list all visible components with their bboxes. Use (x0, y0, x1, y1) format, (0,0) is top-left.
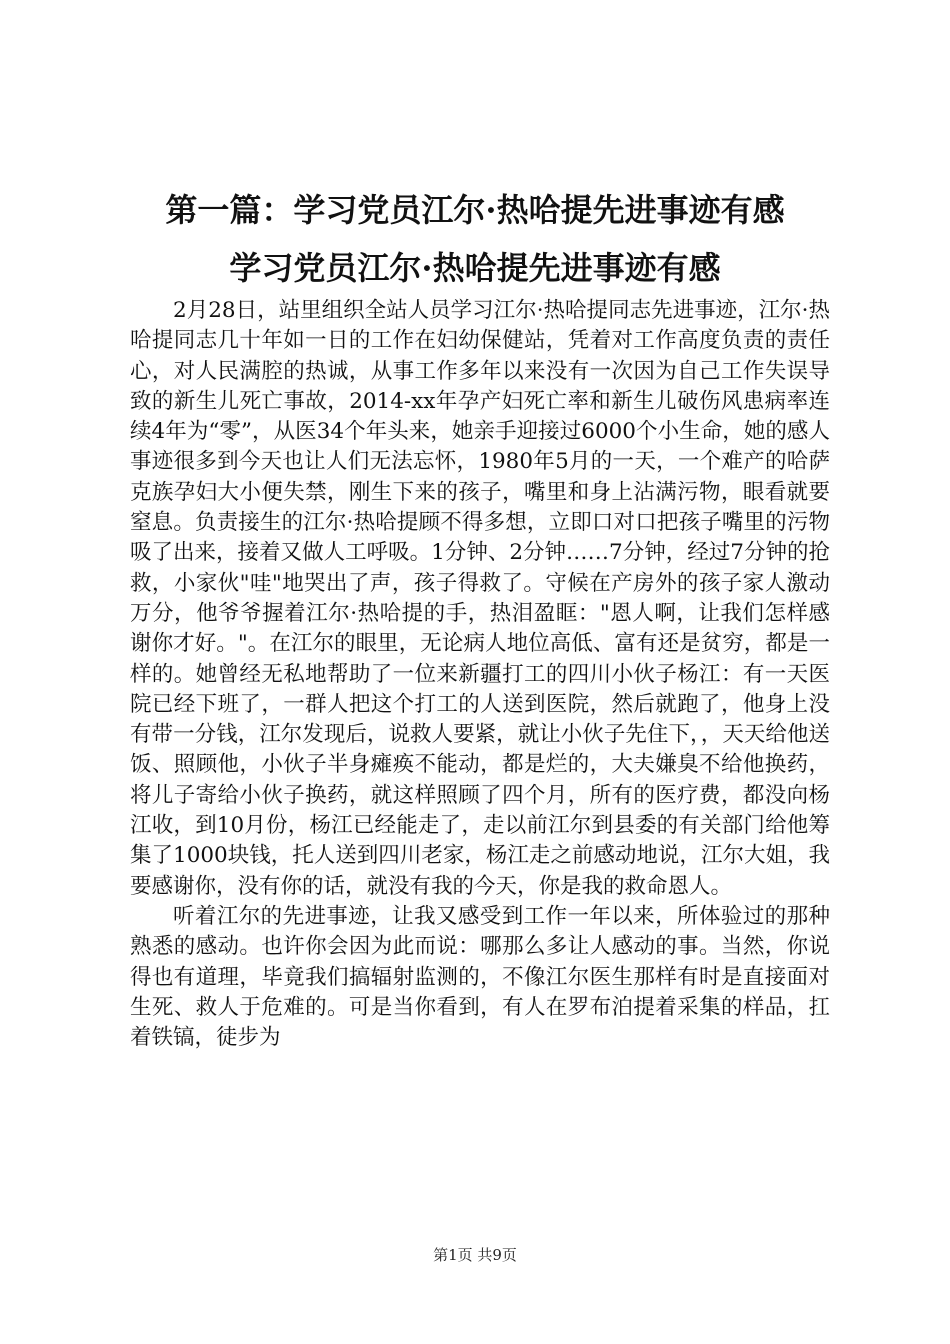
document-title: 第一篇：学习党员江尔·热哈提先进事迹有感 (165, 191, 785, 229)
paragraph: 2月28日，站里组织全站人员学习江尔·热哈提同志先进事迹，江尔·热哈提同志几十年如一日的工作在妇幼保健站，凭着对工作高度负责的责任心，对人民满腔的热诚，从事工作多年以来没有一次因为自己工作失误导致的新生儿死亡事故，2014-xx年孕产妇死亡率和新生儿破伤风患病率连续4年为“零”，从医34个年头来，她亲手迎接过6000个小生命，她的感人事迹很多到今天也让人们无法忘怀，1980年5月的一天，一个难产的哈萨克族孕妇大小便失禁，刚生下来的孩子，嘴里和身上沾满污物，眼看就要窒息。负责接生的江尔·热哈提顾不得多想，立即口对口把孩子嘴里的污物吸了出来，接着又做人工呼吸。1分钟、2分钟……7分钟，经过7分钟的抢救，小家伙"哇"地哭出了声，孩子得救了。守候在产房外的孩子家人激动万分，他爷爷握着江尔·热哈提的手，热泪盈眶："恩人啊，让我们怎样感谢你才好。"。在江尔的眼里，无论病人地位高低、富有还是贫穷，都是一样的。她曾经无私地帮助了一位来新疆打工的四川小伙子杨江：有一天医院已经下班了，一群人把这个打工的人送到医院，然后就跑了，他身上没有带一分钱，江尔发现后，说救人要紧，就让小伙子先住下，，天天给他送饭、照顾他，小伙子半身瘫痪不能动，都是烂的，大夫嫌臭不给他换药，将儿子寄给小伙子换药，就这样照顾了四个月，所有的医疗费，都没向杨江收，到10月份，杨江已经能走了，走以前江尔到县委的有关部门给他筹集了1000块钱，托人送到四川老家，杨江走之前感动地说，江尔大姐，我要感谢你，没有你的话，就没有我的今天，你是我的救命恩人。 (130, 298, 830, 899)
document-subtitle: 学习党员江尔·热哈提先进事迹有感 (229, 249, 721, 287)
page-number: 第1页 共9页 (433, 1246, 517, 1264)
paragraph: 听着江尔的先进事迹，让我又感受到工作一年以来，所体验过的那种熟悉的感动。也许你会因为此而说：哪那么多让人感动的事。当然，你说得也有道理，毕竟我们搞辐射监测的，不像江尔医生那样有时是直接面对生死、救人于危难的。可是当你看到，有人在罗布泊提着采集的样品，扛着铁镐，徒步为 (130, 903, 830, 1051)
document-body (130, 296, 830, 1053)
